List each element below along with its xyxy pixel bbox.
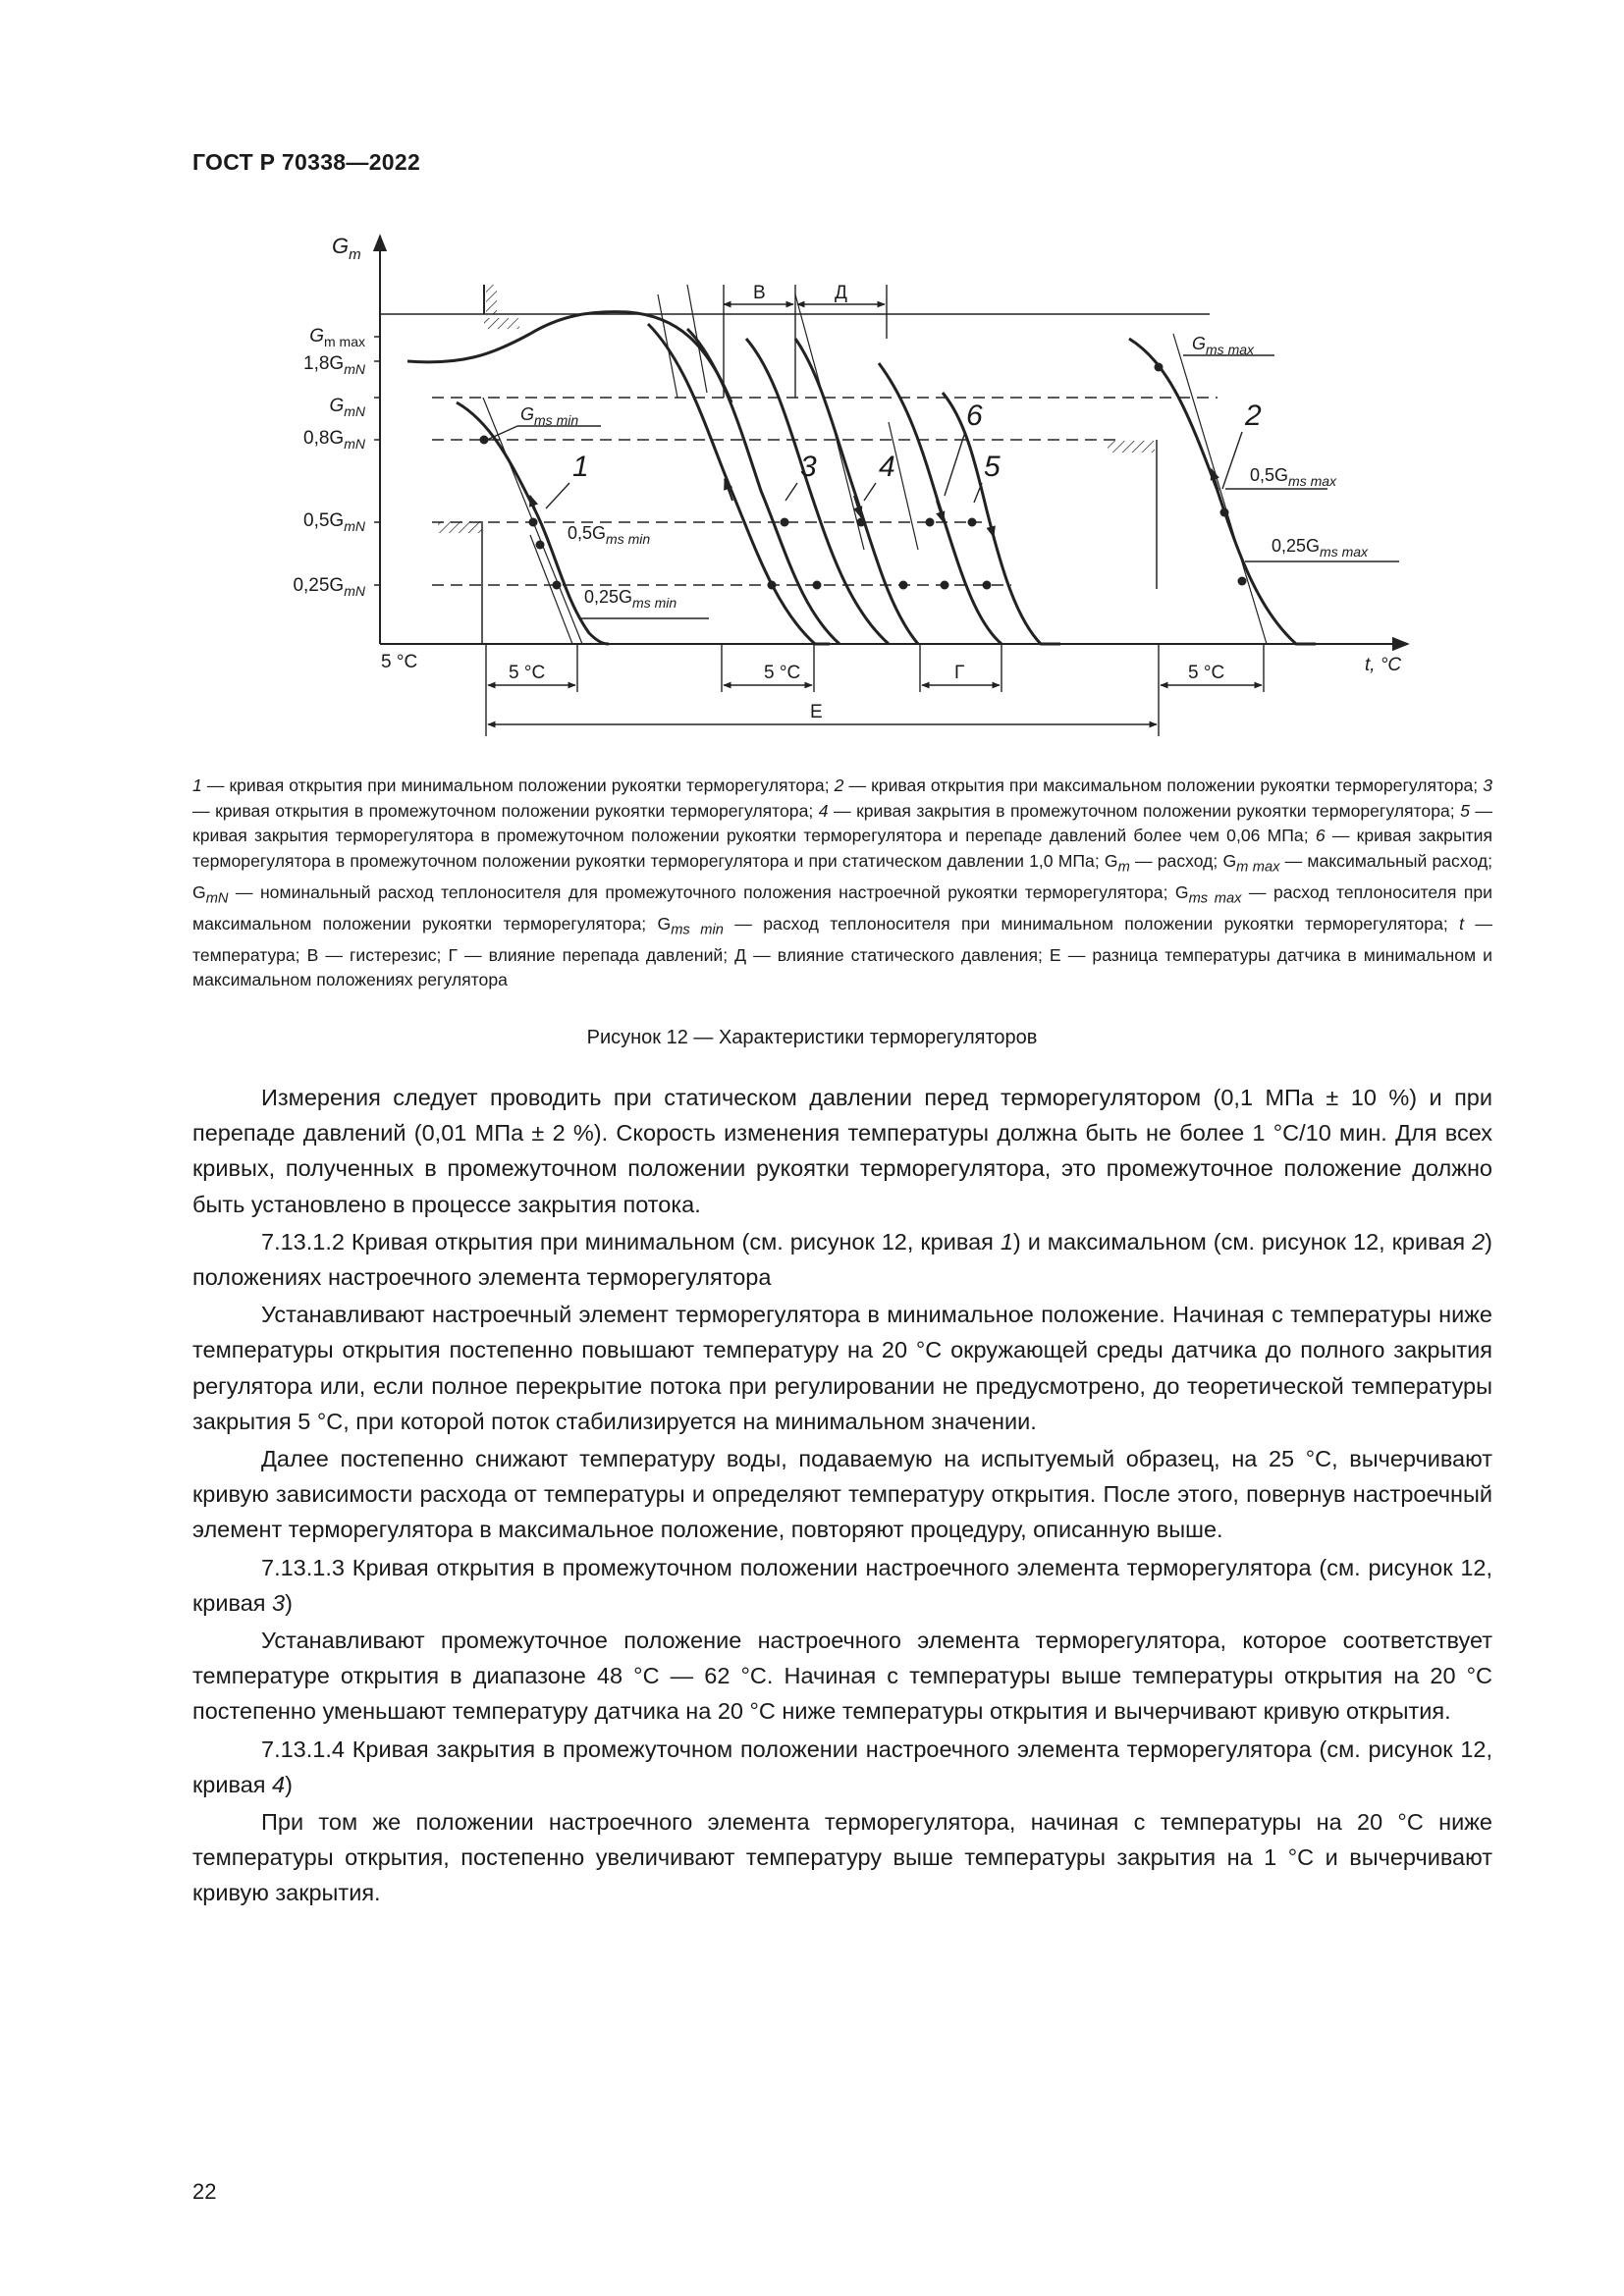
bottom-dimensions	[486, 644, 1264, 736]
body-paragraph	[192, 1297, 1492, 1439]
text-run: — кривая закрытия терморегулятора в промежуточном положении рукоятки терморегулятора и перепаде давлений более чем 0,06 МПа;	[192, 800, 1493, 845]
text-run: Измерения следует проводить при статическом давлении перед терморегулятором (0,1 МПа ± 10 %) и при перепаде давлений (0,01 МПа ± 2 %). Скорость изменения температуры должна быть не более 1 °С/10 мин. Для всех кривых, полученных в промежуточном положении рукоятки терморегулятора, это промежуточное положение должно быть установлено в процессе закрытия потока.	[192, 1085, 1492, 1217]
curve-label-3: 3	[800, 451, 817, 483]
curve-5	[943, 393, 1060, 644]
curve-points	[480, 363, 1247, 590]
svg-text:0,5Gms min: $0,5G_{ms min}$	[568, 523, 651, 547]
text-run: 3	[1483, 775, 1492, 795]
text-run: — расход теплоносителя при минимальном положении рукоятки терморегулятора;	[723, 913, 1460, 934]
body-paragraph	[192, 1550, 1492, 1621]
flow-upper-curve	[407, 312, 731, 402]
curve-annotations	[487, 334, 1399, 618]
text-run: ) положениях настроечного элемента терморегулятора	[192, 1228, 1492, 1291]
text-run: — кривая закрытия в промежуточном положении рукоятки терморегулятора;	[828, 800, 1461, 821]
curve-4b	[795, 339, 918, 644]
figure-12-diagram	[0, 0, 1624, 766]
body-paragraph	[192, 1441, 1492, 1548]
body-paragraph	[192, 1804, 1492, 1911]
text-run: 4	[272, 1771, 286, 1797]
dim-d: Д	[835, 283, 847, 303]
text-run: 3	[272, 1589, 286, 1616]
text-run: — расход; G	[1129, 850, 1237, 871]
text-run: — кривая закрытия терморегулятора в промежуточном положении рукоятки терморегулятора и при статическом давлении 1,0 МПа; G	[192, 826, 1492, 871]
text-run: )	[285, 1589, 293, 1616]
body-text	[192, 1080, 1492, 1913]
text-run: Устанавливают настроечный элемент терморегулятора в минимальное положение. Начиная с температуры ниже температуры открытия постепенно повышают температуру на 20 °С окружающей среды датчика до полного закрытия регулятора или, если полное перекрытие потока при регулировании не предусмотрено, до теоретической температуры закрытия 5 °С, при которой поток стабилизируется на минимальном значении.	[192, 1302, 1492, 1434]
text-run: 2	[1472, 1228, 1486, 1255]
text-run: — номинальный расход теплоносителя для промежуточного положения настроечной рукоятки терморегулятора; G	[228, 881, 1189, 902]
svg-text:0,25Gms max: $0,25G_{ms max}$	[1272, 536, 1369, 560]
ytick-0-8-gmn: $0,8G_{mN}$	[303, 428, 365, 452]
text-run: 2	[834, 775, 844, 795]
text-run: 1	[1000, 1228, 1013, 1255]
ytick-1-8-gmn: $1,8G_{mN}$	[303, 353, 365, 377]
ytick-0-5-gmn: $0,5G_{mN}$	[303, 510, 365, 534]
text-run: m max	[1236, 859, 1280, 876]
text-run: Далее постепенно снижают температуру воды, подаваемую на испытуемый образец, на 25 °С, вычерчивают кривую зависимости расхода от температуры и определяют температуру открытия. После этого, повернув настроечный элемент терморегулятора в максимальное положение, повторяют процедуру, описанную выше.	[192, 1446, 1492, 1543]
svg-text:0,5Gms max: $0,5G_{ms max}$	[1250, 465, 1337, 489]
curve-6	[879, 363, 1001, 644]
text-run: 1	[192, 775, 202, 795]
body-paragraph	[192, 1732, 1492, 1802]
curve-label-2: 2	[1245, 400, 1262, 432]
ytick-gm-max: $G_{m max}$	[309, 326, 365, 349]
document-header: ГОСТ Р 70338—2022	[192, 149, 421, 175]
text-run: При том же положении настроечного элемента терморегулятора, начиная с температуры на 20 °С ниже температуры открытия, постепенно увеличивают температуру выше температуры закрытия на 1 °С и вычерчивают кривую закрытия.	[192, 1809, 1492, 1906]
text-run: ms max	[1188, 890, 1242, 907]
text-run: t	[1459, 913, 1465, 934]
page-number: 22	[192, 2179, 217, 2204]
svg-text:5 °C: 5 °C	[509, 663, 546, 683]
text-run: — кривая открытия при минимальном положении рукоятки терморегулятора;	[201, 775, 835, 795]
text-run: 6	[1315, 826, 1326, 845]
svg-text:Gms min: $G_{ms min}$	[520, 404, 579, 428]
text-run: ms min	[671, 922, 724, 938]
svg-text:5 °C: 5 °C	[764, 663, 801, 683]
svg-text:0,25Gms min: $0,25G_{ms min}$	[584, 587, 677, 611]
curve-label-4: 4	[879, 451, 895, 483]
text-run: 7.13.1.3 Кривая открытия в промежуточном положении настроечного элемента терморегулятора (см. рисунок 12, кривая	[192, 1554, 1492, 1616]
text-run: Устанавливают промежуточное положение настроечного элемента терморегулятора, которое соответствует температуре открытия в диапазоне 48 °С — 62 °С. Начиная с температуры выше температуры открытия на 20 °С постепенно уменьшают температуру датчика на 20 °С ниже температуры открытия и вычерчивают кривую открытия.	[192, 1628, 1492, 1725]
text-run: 4	[818, 800, 829, 821]
text-run: — кривая открытия в промежуточном положении рукоятки терморегулятора;	[192, 800, 819, 821]
dim-v: В	[753, 283, 766, 303]
text-run: — максимальный расход; G	[192, 850, 1493, 902]
text-run: )	[285, 1771, 293, 1797]
text-run: — кривая открытия при максимальном положении рукоятки терморегулятора;	[843, 775, 1484, 795]
text-run: mN	[205, 890, 229, 907]
svg-text:Gms max: $G_{ms max}$	[1192, 334, 1255, 357]
text-run: 7.13.1.4 Кривая закрытия в промежуточном положении настроечного элемента терморегулятора (см. рисунок 12, кривая	[192, 1735, 1492, 1797]
body-paragraph	[192, 1080, 1492, 1222]
figure-caption: Рисунок 12 — Характеристики терморегуляторов	[586, 1027, 1038, 1048]
curve-label-1: 1	[572, 451, 589, 483]
curve-label-5: 5	[984, 451, 1001, 483]
text-run: — расход теплоносителя при максимальном положении рукоятки терморегулятора; G	[192, 881, 1492, 934]
text-run: ) и максимальном (см. рисунок 12, кривая	[1012, 1228, 1473, 1255]
hatched-stops	[438, 285, 1157, 644]
svg-text:5 °C: 5 °C	[1188, 663, 1225, 683]
figure-legend	[192, 774, 1492, 993]
x-axis-label: t, °C	[1365, 655, 1402, 675]
svg-text:Г: Г	[954, 663, 965, 683]
text-run: m	[1117, 859, 1130, 876]
ytick-0-25-gmn: $0,25G_{mN}$	[293, 575, 365, 599]
ytick-gmn: $G_{mN}$	[329, 396, 365, 419]
svg-text:5 °C: 5 °C	[381, 652, 418, 672]
text-run: 7.13.1.2 Кривая открытия при минимальном (см. рисунок 12, кривая	[261, 1228, 1001, 1255]
y-tick-labels	[293, 326, 365, 599]
svg-text:Е: Е	[810, 702, 823, 722]
y-axis-label: $G_m$	[332, 234, 361, 263]
bottom-dimension-labels	[381, 652, 1401, 722]
text-run: — температура; В — гистерезис; Г — влияние перепада давлений; Д — влияние статического давления; Е — разница температуры датчика в минимальном и максимальном положениях регулятора	[192, 913, 1492, 990]
text-run: 5	[1460, 800, 1470, 821]
tangent-lines	[658, 285, 918, 550]
body-paragraph	[192, 1623, 1492, 1730]
body-paragraph	[192, 1224, 1492, 1295]
curve-label-6: 6	[966, 400, 983, 432]
